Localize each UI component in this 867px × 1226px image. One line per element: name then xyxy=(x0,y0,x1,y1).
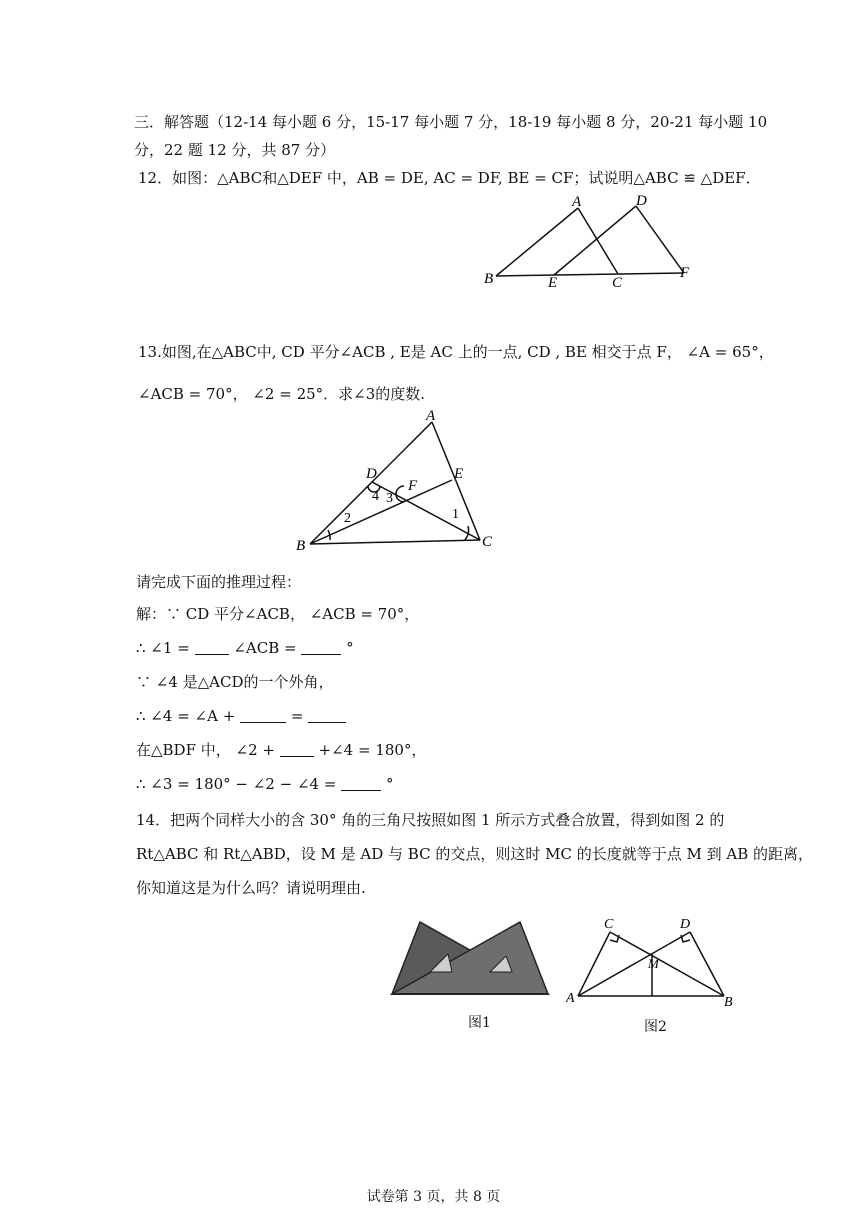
q12-label-a: A xyxy=(572,194,582,210)
q12-label-d: D xyxy=(636,193,647,209)
q13-line2: ∠ACB = 70°， ∠2 = 25°．求∠3的度数. xyxy=(138,385,426,403)
fig2-label-c: C xyxy=(604,917,614,932)
q13-step4-a: ∴ ∠4 = ∠A + xyxy=(136,707,236,725)
fig2-caption: 图2 xyxy=(644,1019,667,1035)
q13-label-a: A xyxy=(426,408,436,424)
q14-line1: 14．把两个同样大小的含 30° 角的三角尺按照如图 1 所示方式叠合放置，得到如图 2 的 xyxy=(136,811,725,829)
q12-label-e: E xyxy=(548,275,558,290)
q13-step1: 解：∵ CD 平分∠ACB， ∠ACB = 70°， xyxy=(136,605,420,623)
q13-step6 xyxy=(136,774,394,794)
q13-angle-2: 2 xyxy=(344,511,351,526)
q12-label-c: C xyxy=(612,275,623,290)
q13-angle-1: 1 xyxy=(452,507,459,522)
q12-label-b: B xyxy=(484,271,494,287)
q14-figure1 xyxy=(390,918,550,998)
q12-text: 12．如图：△ABC和△DEF 中，AB = DE, AC = DF, BE = CF；试说明△ABC ≌ △DEF． xyxy=(138,169,761,187)
fig2-label-d: D xyxy=(680,917,691,932)
q14-line3: 你知道这是为什么吗？请说明理由. xyxy=(136,879,366,897)
q13-label-d: D xyxy=(366,466,377,482)
q14-figure2 xyxy=(566,914,746,1014)
q12-figure xyxy=(480,190,700,290)
fig1-caption: 图1 xyxy=(468,1015,491,1031)
q13-label-f: F xyxy=(408,478,418,494)
q13-step5-a: 在△BDF 中， ∠2 + xyxy=(136,741,275,759)
section-title-cont: 分，22 题 12 分，共 87 分） xyxy=(134,141,336,159)
answer-blank-3[interactable] xyxy=(240,708,286,723)
q13-label-b: B xyxy=(296,538,306,554)
q13-prompt: 请完成下面的推理过程： xyxy=(136,573,302,591)
answer-blank-6[interactable] xyxy=(341,776,381,791)
q13-angle-3: 3 xyxy=(386,491,393,506)
page-footer: 试卷第 3 页，共 8 页 xyxy=(366,1189,501,1205)
q13-figure xyxy=(290,408,510,558)
answer-blank-1[interactable] xyxy=(195,640,229,655)
q13-step2-b: ∠ACB = xyxy=(233,639,297,657)
q13-angle-4: 4 xyxy=(372,489,379,504)
answer-blank-2[interactable] xyxy=(301,640,341,655)
q13-step6-a: ∴ ∠3 = 180° − ∠2 − ∠4 = xyxy=(136,775,337,793)
answer-blank-4[interactable] xyxy=(308,708,346,723)
q12-label-f: F xyxy=(680,265,690,281)
q13-label-e: E xyxy=(454,466,464,482)
fig2-label-a: A xyxy=(566,991,575,1006)
q13-step5 xyxy=(136,740,426,760)
q13-step6-b: ° xyxy=(386,775,394,793)
fig2-label-b: B xyxy=(724,995,733,1010)
q13-step2-a: ∴ ∠1 = xyxy=(136,639,190,657)
fig2-label-m: M xyxy=(648,956,659,971)
answer-blank-5[interactable] xyxy=(280,742,314,757)
q13-step4-b: = xyxy=(290,707,304,725)
q13-line1: 13.如图,在△ABC中, CD 平分∠ACB , E是 AC 上的一点, CD , BE 相交于点 F， ∠A = 65°， xyxy=(138,343,774,361)
q13-step4 xyxy=(136,706,346,726)
q13-step5-b: +∠4 = 180°， xyxy=(318,741,427,759)
q13-step2-c: ° xyxy=(346,639,354,657)
q13-step2 xyxy=(136,638,354,658)
q13-label-c: C xyxy=(482,534,493,550)
q14-line2: Rt△ABC 和 Rt△ABD，设 M 是 AD 与 BC 的交点，则这时 MC 的长度就等于点 M 到 AB 的距离， xyxy=(136,845,814,863)
section-title: 三．解答题（12-14 每小题 6 分，15-17 每小题 7 分，18-19 每小题 8 分，20-21 每小题 10 xyxy=(134,113,768,131)
q13-step3: ∵ ∠4 是△ACD的一个外角， xyxy=(136,673,334,691)
